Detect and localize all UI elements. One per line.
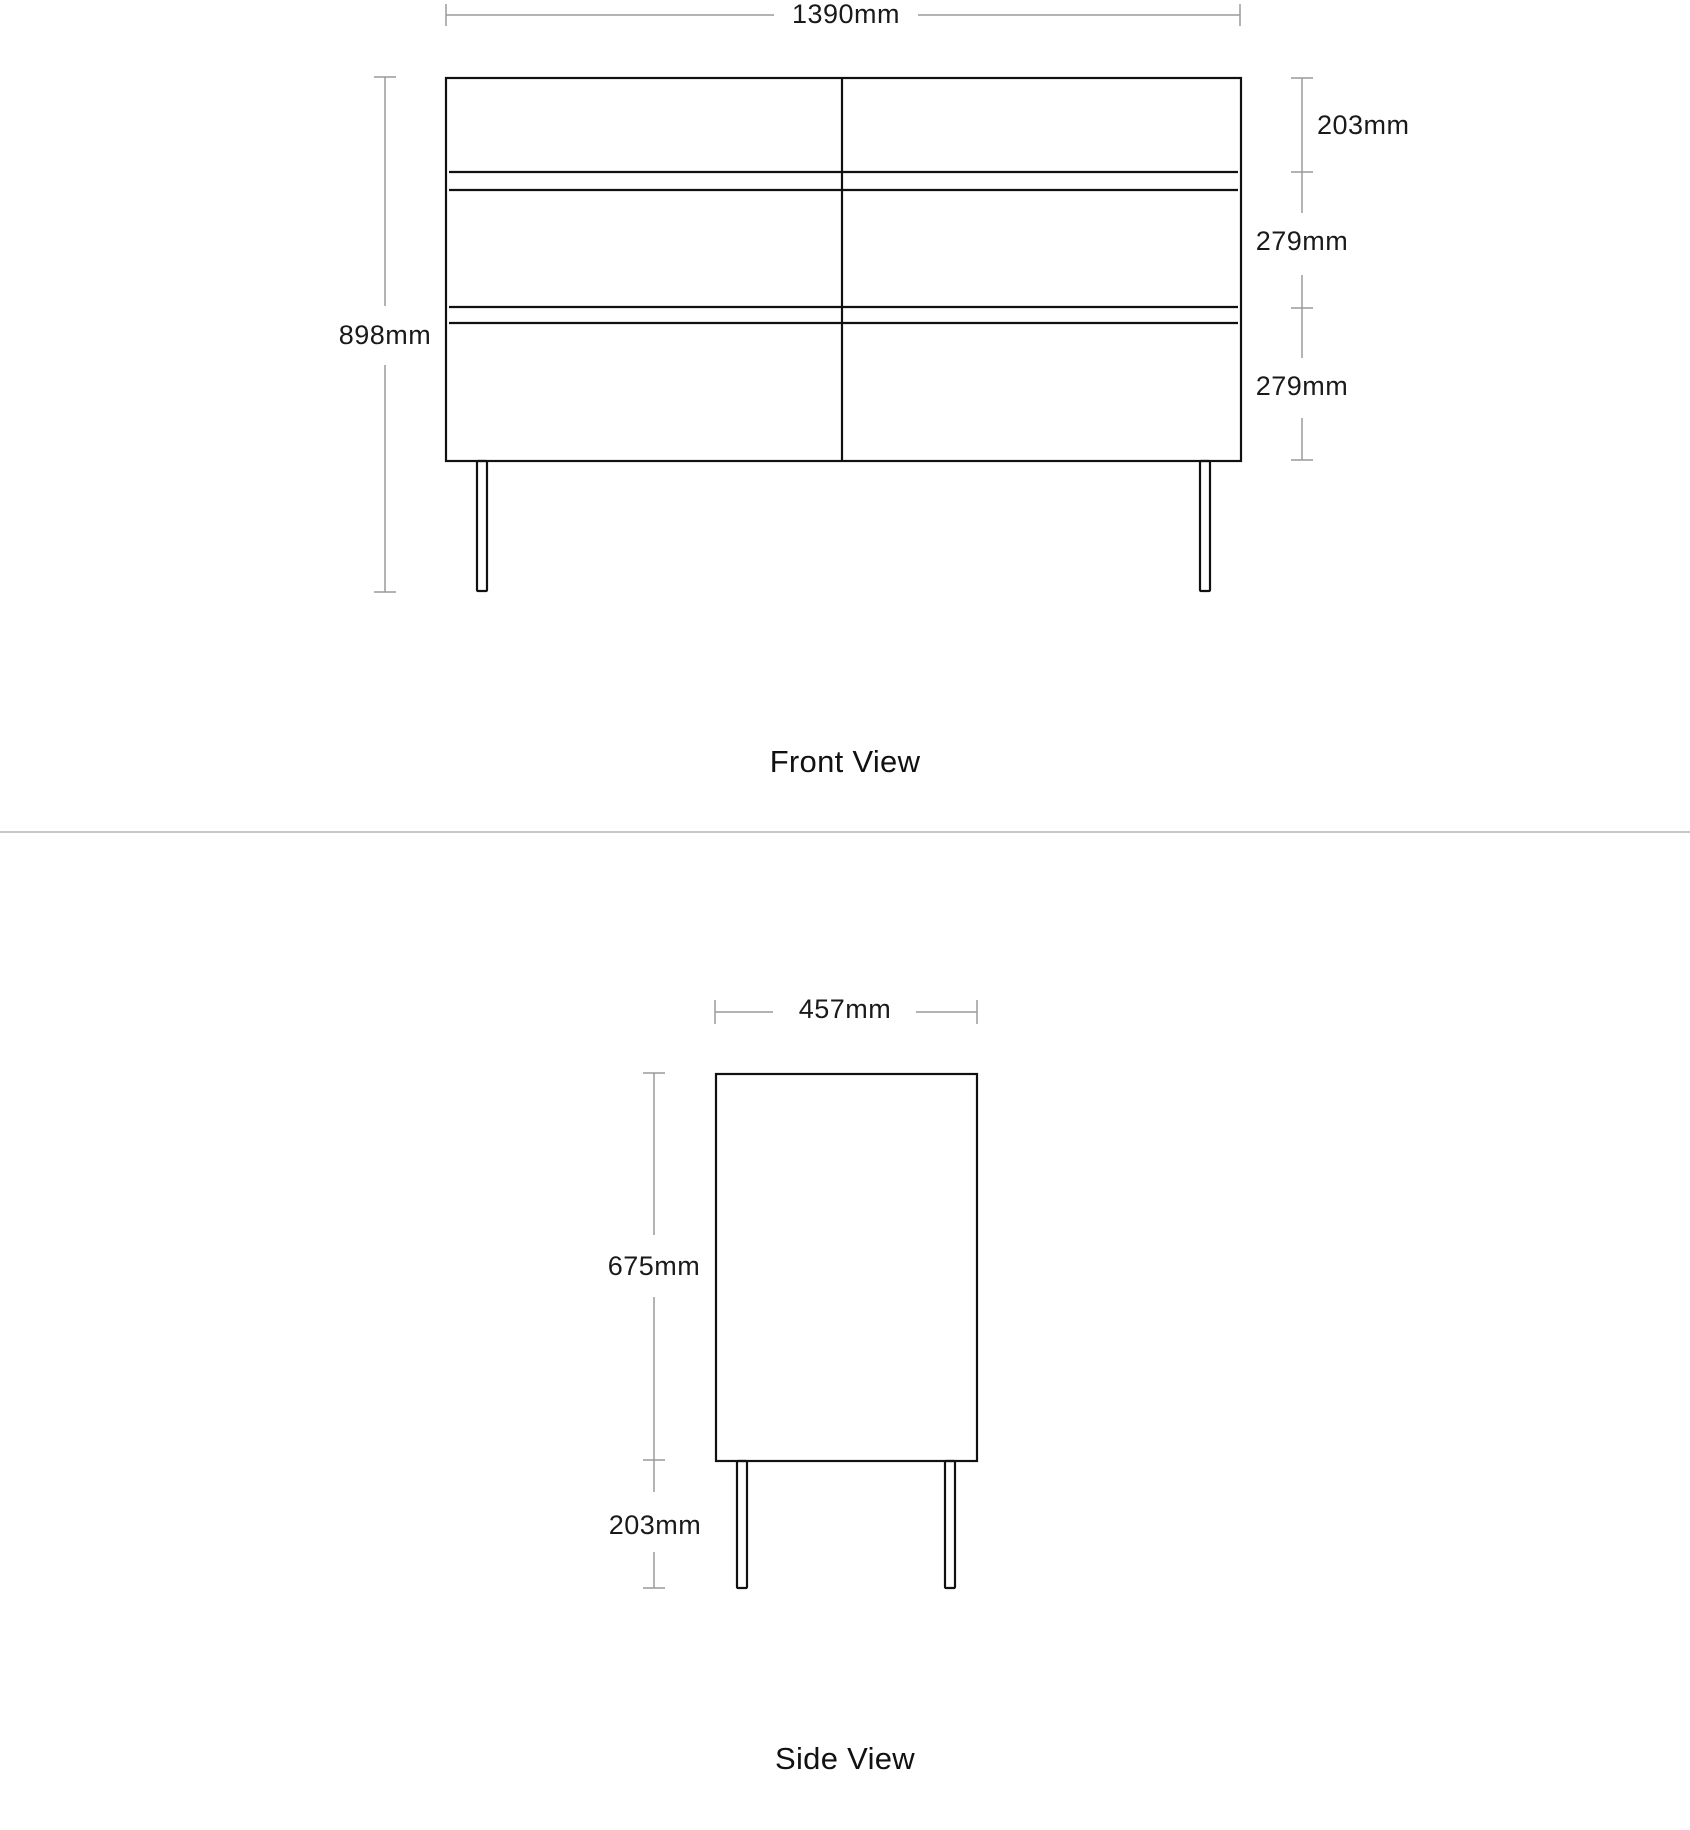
side-front-leg	[737, 1461, 747, 1588]
front-height-dimension	[339, 77, 432, 592]
side-view	[608, 994, 977, 1776]
front-width-label: 1390mm	[791, 0, 901, 29]
drawer-bottom-label: 279mm	[1255, 371, 1349, 401]
front-width-dimension	[446, 0, 1240, 29]
cabinet-body	[446, 78, 1241, 461]
side-body-height-label: 675mm	[607, 1251, 701, 1281]
dresser-front	[446, 78, 1241, 591]
side-height-dimensions	[608, 1073, 702, 1588]
side-back-leg	[945, 1461, 955, 1588]
side-depth-dimension	[715, 994, 977, 1024]
front-view-title: Front View	[769, 744, 921, 779]
drawer-middle-label: 279mm	[1255, 226, 1349, 256]
right-leg	[1200, 461, 1210, 591]
dresser-side	[716, 1074, 977, 1588]
drawer-top-label: 203mm	[1317, 110, 1410, 140]
front-view	[339, 0, 1410, 779]
front-height-label: 898mm	[338, 320, 432, 350]
side-leg-height-label: 203mm	[608, 1510, 702, 1540]
side-body	[716, 1074, 977, 1461]
side-depth-label: 457mm	[798, 994, 892, 1024]
front-drawer-dimensions	[1256, 78, 1410, 460]
side-view-title: Side View	[775, 1741, 915, 1776]
left-leg	[477, 461, 487, 591]
